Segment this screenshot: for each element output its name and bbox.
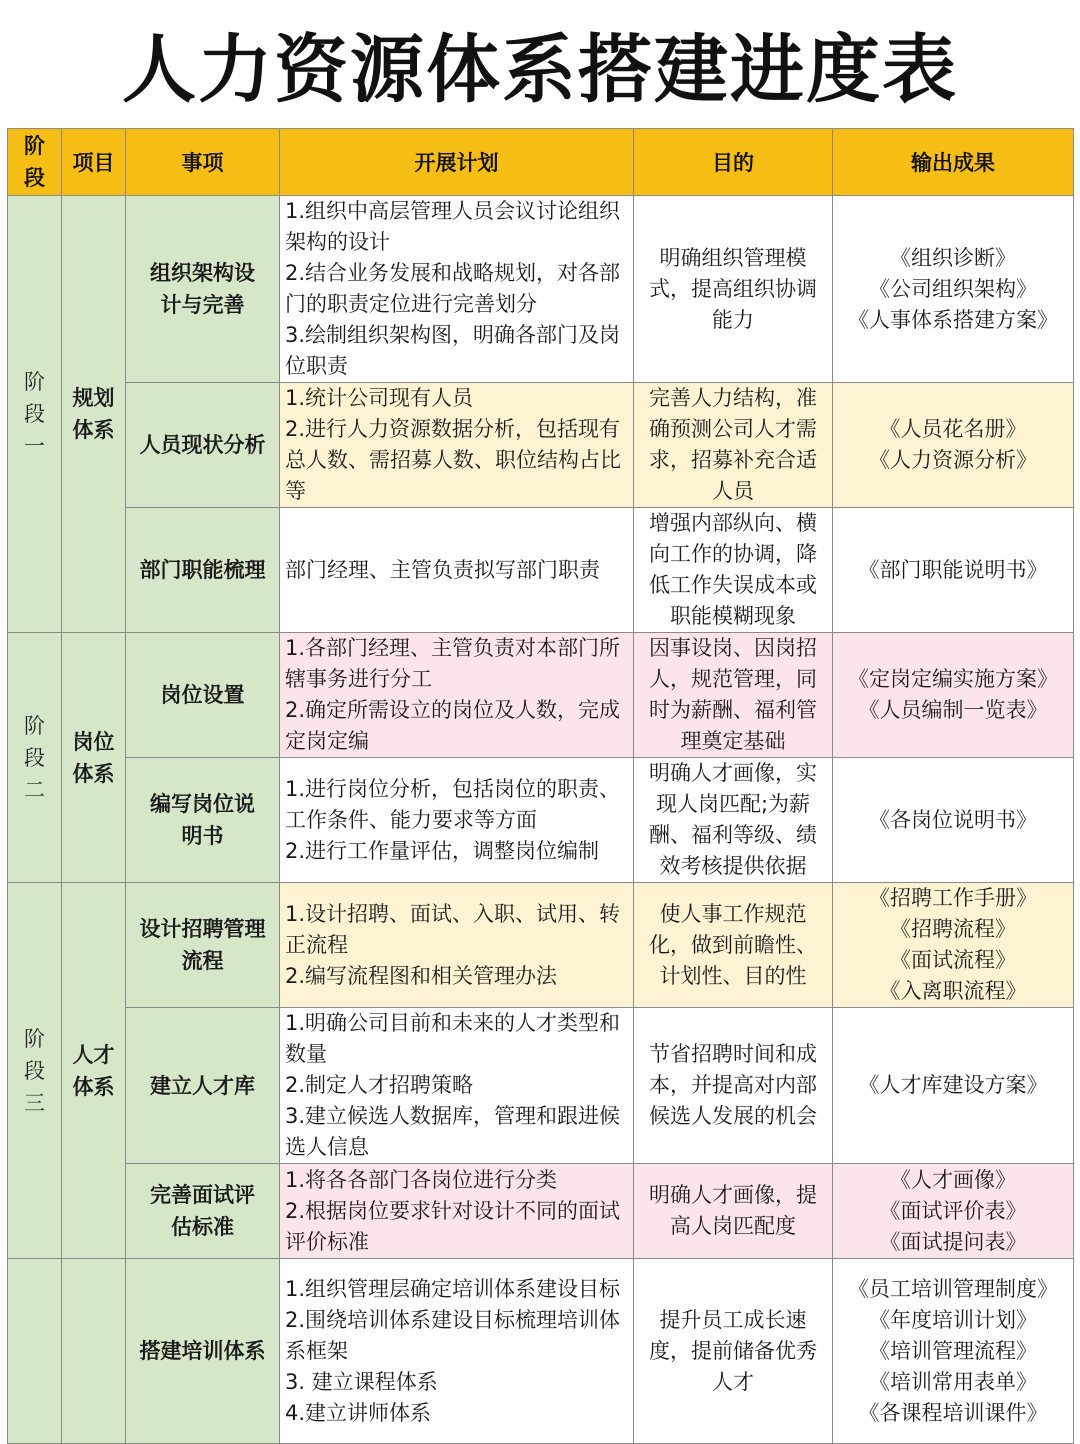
goal-cell: 明确组织管理模式，提高组织协调能力 — [634, 196, 833, 383]
plan-cell: 部门经理、主管负责拟写部门职责 — [280, 508, 634, 633]
output-cell: 《人员花名册》 《人力资源分析》 — [833, 383, 1074, 508]
goal-cell: 使人事工作规范化，做到前瞻性、计划性、目的性 — [634, 883, 833, 1008]
stage-cell: 阶 段 一 — [8, 196, 62, 633]
table-row — [8, 1008, 1074, 1164]
page-title: 人力资源体系搭建进度表 — [122, 27, 958, 113]
output-cell: 《人才库建设方案》 — [833, 1008, 1074, 1164]
goal-cell: 节省招聘时间和成本，并提高对内部候选人发展的机会 — [634, 1008, 833, 1164]
output-cell: 《部门职能说明书》 — [833, 508, 1074, 633]
project-cell: 规划 体系 — [62, 196, 126, 633]
goal-cell: 因事设岗、因岗招人，规范管理，同时为薪酬、福利管理奠定基础 — [634, 633, 833, 758]
header-stage: 阶 段 — [8, 129, 62, 196]
project-cell: 岗位 体系 — [62, 633, 126, 883]
item-cell: 组织架构设 计与完善 — [126, 196, 280, 383]
item-cell: 搭建培训体系 — [126, 1259, 280, 1444]
output-cell: 《组织诊断》 《公司组织架构》 《人事体系搭建方案》 — [833, 196, 1074, 383]
output-cell: 《定岗定编实施方案》 《人员编制一览表》 — [833, 633, 1074, 758]
project-cell — [62, 1259, 126, 1444]
output-cell: 《人才画像》 《面试评价表》 《面试提问表》 — [833, 1164, 1074, 1259]
goal-cell: 明确人才画像，实现人岗匹配;为薪酬、福利等级、绩效考核提供依据 — [634, 758, 833, 883]
plan-cell: 1.明确公司目前和未来的人才类型和数量 2.制定人才招聘策略 3.建立候选人数据库，管理和跟进候选人信息 — [280, 1008, 634, 1164]
plan-cell: 1.各部门经理、主管负责对本部门所辖事务进行分工 2.确定所需设立的岗位及人数，完成定岗定编 — [280, 633, 634, 758]
item-cell: 岗位设置 — [126, 633, 280, 758]
item-cell: 完善面试评 估标准 — [126, 1164, 280, 1259]
goal-cell: 提升员工成长速度，提前储备优秀人才 — [634, 1259, 833, 1444]
header-goal: 目的 — [634, 129, 833, 196]
table-row — [8, 883, 1074, 1008]
output-cell: 《各岗位说明书》 — [833, 758, 1074, 883]
table-row — [8, 383, 1074, 508]
header-item: 事项 — [126, 129, 280, 196]
plan-cell: 1.统计公司现有人员 2.进行人力资源数据分析，包括现有总人数、需招募人数、职位结构占比等 — [280, 383, 634, 508]
item-cell: 建立人才库 — [126, 1008, 280, 1164]
item-cell: 部门职能梳理 — [126, 508, 280, 633]
table-row — [8, 1259, 1074, 1444]
item-cell: 编写岗位说 明书 — [126, 758, 280, 883]
plan-cell: 1.将各各部门各岗位进行分类 2.根据岗位要求针对设计不同的面试评价标准 — [280, 1164, 634, 1259]
goal-cell: 完善人力结构，准确预测公司人才需求，招募补充合适人员 — [634, 383, 833, 508]
output-cell: 《员工培训管理制度》 《年度培训计划》 《培训管理流程》 《培训常用表单》 《各课程培训课件》 — [833, 1259, 1074, 1444]
output-cell: 《招聘工作手册》 《招聘流程》 《面试流程》 《入离职流程》 — [833, 883, 1074, 1008]
header-project: 项目 — [62, 129, 126, 196]
stage-cell: 阶 段 三 — [8, 883, 62, 1259]
item-cell: 人员现状分析 — [126, 383, 280, 508]
table-header-row — [8, 129, 1074, 196]
header-plan: 开展计划 — [280, 129, 634, 196]
plan-cell: 1.进行岗位分析，包括岗位的职责、工作条件、能力要求等方面 2.进行工作量评估，调整岗位编制 — [280, 758, 634, 883]
item-cell: 设计招聘管理 流程 — [126, 883, 280, 1008]
table-row — [8, 1164, 1074, 1259]
header-output: 输出成果 — [833, 129, 1074, 196]
project-cell: 人才 体系 — [62, 883, 126, 1259]
stage-cell: 阶 段 二 — [8, 633, 62, 883]
plan-cell: 1.组织中高层管理人员会议讨论组织架构的设计 2.结合业务发展和战略规划，对各部门的职责定位进行完善划分 3.绘制组织架构图，明确各部门及岗位职责 — [280, 196, 634, 383]
table-row — [8, 758, 1074, 883]
goal-cell: 明确人才画像，提高人岗匹配度 — [634, 1164, 833, 1259]
goal-cell: 增强内部纵向、横向工作的协调，降低工作失误成本或职能模糊现象 — [634, 508, 833, 633]
table-row — [8, 196, 1074, 383]
plan-cell: 1.设计招聘、面试、入职、试用、转正流程 2.编写流程图和相关管理办法 — [280, 883, 634, 1008]
plan-cell: 1.组织管理层确定培训体系建设目标 2.围绕培训体系建设目标梳理培训体系框架 3. 建立课程体系 4.建立讲师体系 — [280, 1259, 634, 1444]
table-row — [8, 633, 1074, 758]
table-row — [8, 508, 1074, 633]
stage-cell — [8, 1259, 62, 1444]
progress-table — [7, 128, 1074, 1444]
